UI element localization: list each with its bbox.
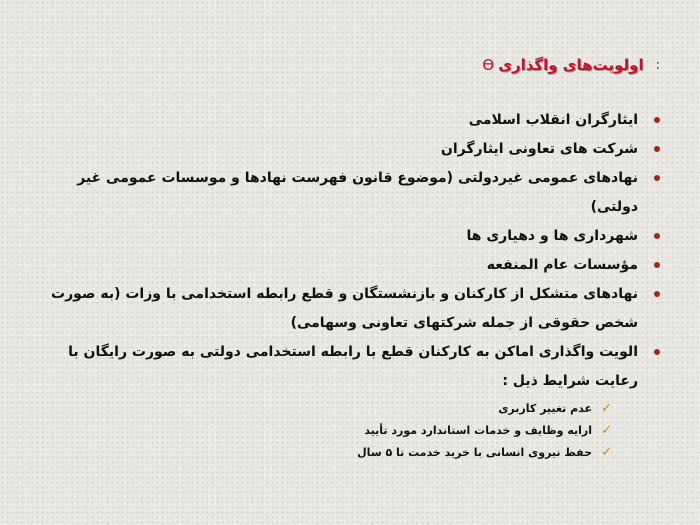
sub-bullet-text: ارایه وظایف و خدمات استاندارد مورد تأیید: [364, 424, 592, 437]
bullet-item: [32, 280, 662, 338]
title-colon: :: [655, 57, 660, 73]
bullet-item: [32, 135, 662, 164]
bullet-text: شهرداری ها و دهیاری ها: [466, 228, 638, 244]
checkmark-icon: ✓: [601, 423, 612, 438]
sub-bullet-item: [32, 398, 612, 420]
bullet-item: [32, 251, 662, 280]
bullet-dot-icon: [654, 291, 660, 297]
sub-bullet-list: [32, 398, 638, 464]
bullet-dot-icon: [654, 117, 660, 123]
bullet-item: [32, 338, 662, 464]
checkmark-icon: ✓: [601, 401, 612, 416]
bullet-list: [32, 106, 662, 464]
slide-title: [482, 56, 660, 74]
bullet-item: [32, 106, 662, 135]
bullet-item: [32, 222, 662, 251]
page-title: اولویت‌های واگذاری: [498, 56, 644, 74]
bullet-text: نهادهای متشکل از کارکنان و بازنشستگان و قطع رابطه استخدامی با وزات (به صورت شخص حقوقی از جمله شرکتهای تعاونی وسهامی): [51, 286, 638, 331]
bullet-text: ایثارگران انقلاب اسلامی: [468, 112, 638, 128]
slide-content: [32, 106, 662, 464]
sub-bullet-text: حفظ نیروی انسانی با خرید خدمت تا ۵ سال: [357, 446, 592, 459]
bullet-text: الویت واگذاری اماکن به کارکنان قطع با رابطه استخدامی دولتی به صورت رایگان با رعایت شرایط ذیل :: [68, 344, 638, 389]
bullet-dot-icon: [654, 262, 660, 268]
bullet-item: [32, 164, 662, 222]
checkmark-icon: ✓: [601, 445, 612, 460]
bullet-text: نهادهای عمومی غیردولتی (موضوع قانون فهرست نهادها و موسسات عمومی غیر دولتی): [77, 170, 638, 215]
sub-bullet-item: [32, 420, 612, 442]
bullet-dot-icon: [654, 233, 660, 239]
sub-bullet-item: [32, 442, 612, 464]
sub-bullet-text: عدم تغییر کاربری: [498, 402, 592, 415]
bullet-dot-icon: [654, 146, 660, 152]
bullet-dot-icon: [654, 175, 660, 181]
bullet-text: مؤسسات عام المنفعه: [486, 257, 638, 273]
bullet-text: شرکت های تعاونی ایثارگران: [440, 141, 638, 157]
theta-icon: ϴ: [482, 55, 495, 74]
bullet-dot-icon: [654, 349, 660, 355]
